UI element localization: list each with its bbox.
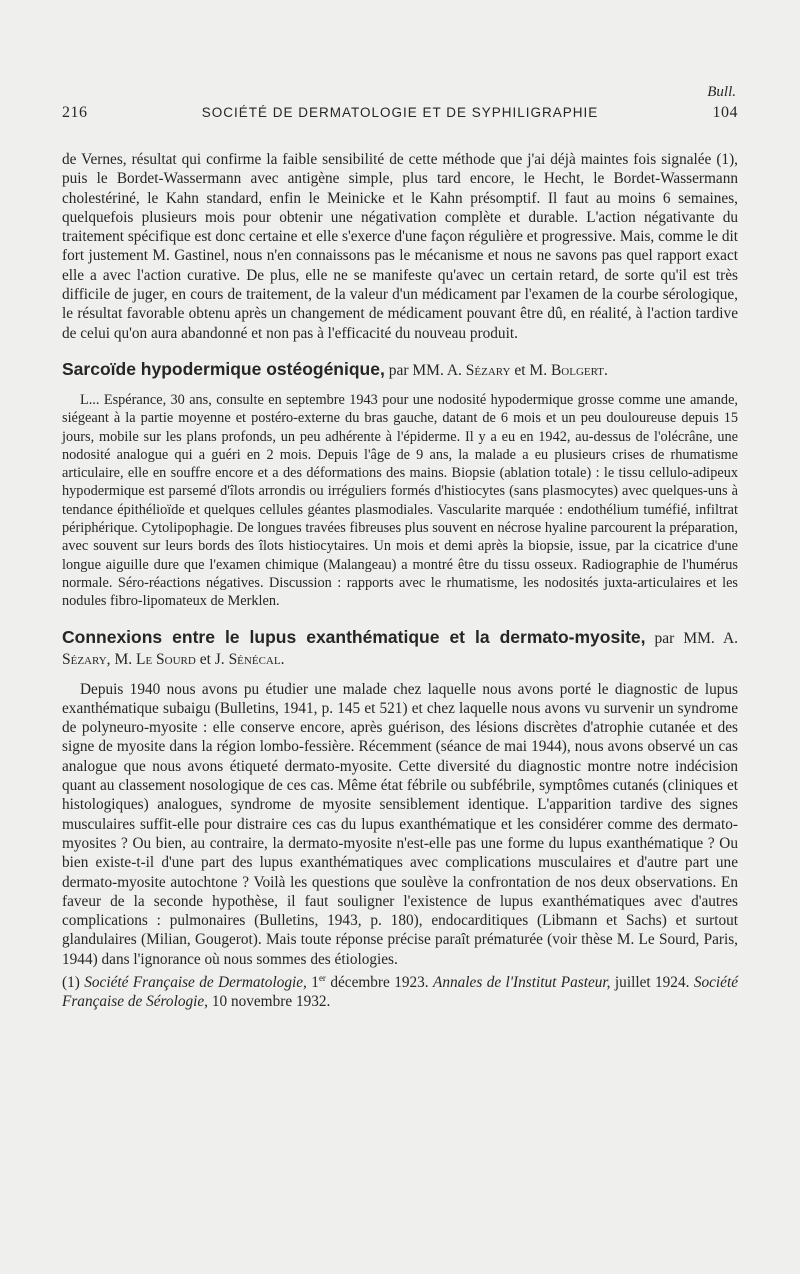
footnote-source3: Société Française de Sérologie,	[62, 974, 739, 1011]
footnote-date1-sup: er	[318, 972, 326, 983]
footnote-date1-rest: décembre 1923.	[330, 974, 429, 992]
section2-title: Connexions entre le lupus exanthématique et la dermato-myosite,	[62, 626, 646, 647]
section2-author2: Le Sourd	[135, 650, 196, 668]
section2-authors-mid2: et J.	[199, 650, 225, 668]
section1-heading	[62, 359, 738, 381]
page-content	[62, 150, 738, 1011]
footnote	[62, 969, 738, 1011]
section1-body: L... Espérance, 30 ans, consulte en septembre 1943 pour une nodosité hypodermique grosse comme une amande, siégeant à la partie moyenne et postéro-externe du bras gauche, datant de 6 mois et un peu douloureuse depuis 15 jours, mobile sur les plans profonds, un peu adhérente à l'épiderme. Il y a eu en 1942, au-dessus de l'olécrâne, une nodosité analogue qui a guéri en 2 mois. Depuis l'âge de 9 ans, la malade a eu plusieurs crises de rhumatisme articulaire, elle en souffre encore et a des déformations des mains. Biopsie (ablation totale) : le tissu cellulo-adipeux hypodermique est parsemé d'îlots arrondis ou irréguliers formés d'histiocytes (sans plasmocytes) avec quelques-uns à tendance épithélioïde et quelques cellules géantes plasmodiales. Vascularite marquée : endothélium tuméfié, infiltrat périphérique. Cytolipophagie. De longues travées fibreuses plus souvent en nécrose hyaline parcourent la préparation, avec souvent sur leurs bords des îlots histiocytaires. Un mois et demi après la biopsie, issue, par la cicatrice d'une longue aiguille dure que l'examen chimique (Malangeau) a montré être du tissu osseux. Radiographie de l'humérus normale. Séro-réactions négatives. Discussion : rapports avec le rhumatisme, les nodosités juxta-articulaires et les nodules fibro-lipomateux de Merklen.	[62, 391, 738, 610]
page-header	[62, 104, 738, 122]
section1-author1: Sézary	[465, 361, 511, 379]
section2-heading	[62, 627, 738, 670]
section2-authors-prefix: par MM. A.	[654, 629, 739, 647]
section2-author1: Sézary,	[62, 650, 111, 668]
section2-authors-mid1: M.	[114, 650, 133, 668]
footnote-marker: (1)	[62, 974, 80, 992]
footnote-source1: Société Française de Dermatologie,	[84, 974, 307, 992]
page-number: 216	[62, 104, 88, 121]
bulletin-reference: Bull.	[707, 84, 736, 100]
section1-authors-mid: et M.	[514, 361, 548, 379]
section1-author2: Bolgert.	[550, 361, 608, 379]
footnote-date3: 10 novembre 1932.	[211, 993, 331, 1011]
issue-number: 104	[712, 104, 738, 121]
section2-author3: Sénécal.	[228, 650, 285, 668]
footnote-date1-day: 1	[311, 974, 319, 992]
footnote-source2: Annales de l'Institut Pasteur,	[433, 974, 611, 992]
intro-paragraph: de Vernes, résultat qui confirme la faible sensibilité de cette méthode que j'ai déjà maintes fois signalée (1), puis le Bordet-Wassermann avec antigène simple, plus tard encore, le Hecht, le Bordet-Wassermann cholestériné, le Kahn standard, enfin le Meinicke et le Kahn présomptif. Il faut au moins 6 semaines, quelquefois plusieurs mois pour obtenir une négativation complète et durable. L'action négativante du traitement spécifique est donc certaine et elle s'exerce d'une façon régulière et progressive. Mais, comme le dit fort justement M. Gastinel, nous n'en connaissons pas le mécanisme et nous ne savons pas quel rapport exact elle a avec l'action curative. De plus, elle ne se manifeste qu'avec un certain retard, de sorte qu'il est très difficile de juger, en cours de traitement, de la valeur d'un médicament par l'examen de la courbe sérologique, le résultat favorable obtenu après un changement de médicament pouvant être dû, en réalité, à l'action tardive de celui qu'on aura abandonné et non pas à l'efficacité du nouveau produit.	[62, 151, 738, 342]
running-title: SOCIÉTÉ DE DERMATOLOGIE ET DE SYPHILIGRAPHIE	[201, 105, 599, 120]
section1-authors-prefix: par MM. A.	[388, 361, 462, 379]
section1-title: Sarcoïde hypodermique ostéogénique,	[62, 358, 385, 379]
section2-body: Depuis 1940 nous avons pu étudier une malade chez laquelle nous avons porté le diagnostic de lupus exanthématique subaigu (Bulletins, 1941, p. 145 et 521) et chez laquelle nous avons vu survenir un syndrome de polyneuro-myosite : elle conserve encore, après guérison, des lésions discrètes d'atrophie cutanée et des signe de myosite dans la région lombo-fessière. Récemment (séance de mai 1944), nous avons observé un cas analogue que nous avons étiqueté dermato-myosite. Cette diversité du diagnostic montre notre indécision quant au classement nosologique de ces cas. Même état fébrile ou subfébrile, symptômes cutanés (cliniques et histologiques) analogues, syndrome de myosite sensiblement identique. L'apparition tardive des signes musculaires suffit-elle pour distraire ces cas du lupus exanthématique et les considérer comme des dermato-myosites ? Ou bien, au contraire, la dermato-myosite n'est-elle pas une forme du lupus exanthématique ? Ou bien existe-t-il d'une part des lupus exanthématiques avec complications musculaires et d'autre part une dermato-myosite autochtone ? Voilà les questions que soulève la confrontation de nos deux observations. En faveur de la seconde hypothèse, il faut souligner l'existence de lupus exanthématiques avec d'autres complications : pulmonaires (Bulletins, 1943, p. 180), endocarditiques (Libmann et Sachs) et surtout glandulaires (Milian, Gougerot). Mais toute réponse précise paraît prématurée (voir thèse M. Le Sourd, Paris, 1944) dans l'ignorance où nous sommes des étiologies.	[62, 680, 738, 968]
footnote-date2: juillet 1924.	[614, 974, 690, 992]
